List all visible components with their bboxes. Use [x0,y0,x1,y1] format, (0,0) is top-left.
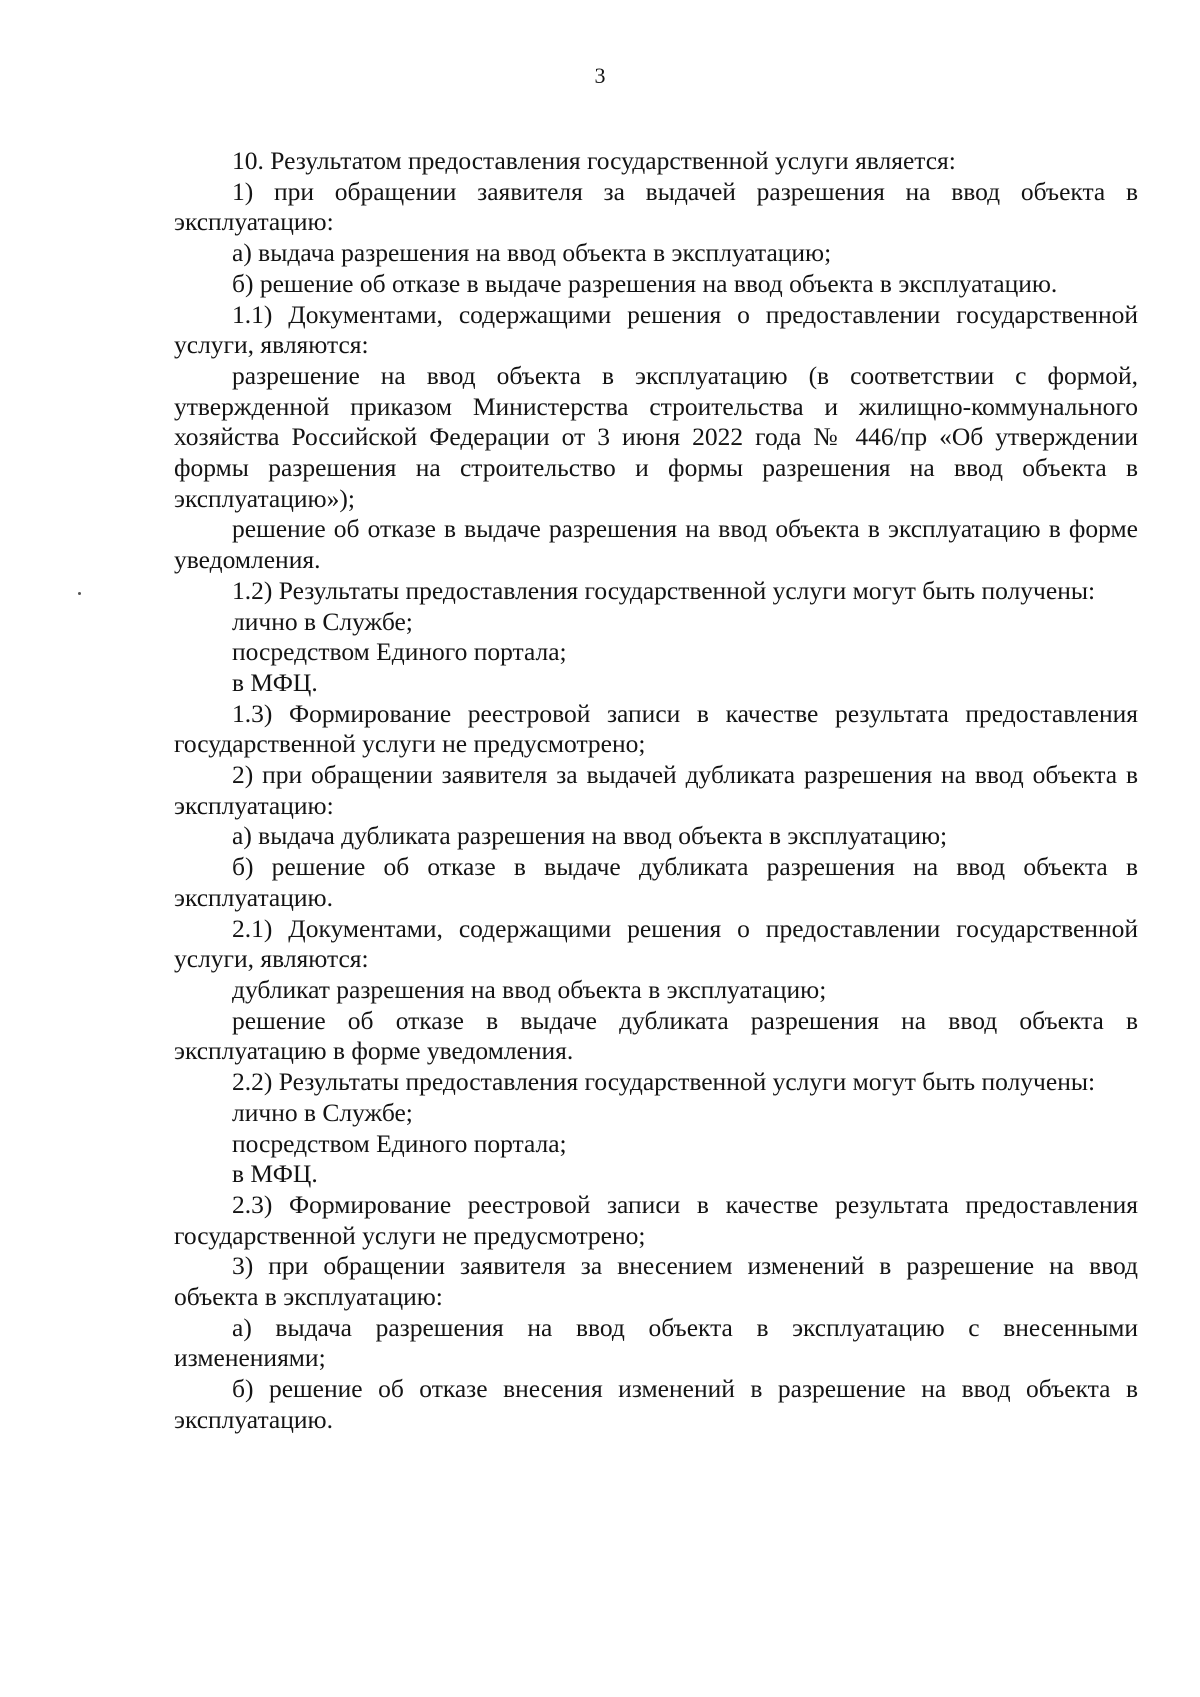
paragraph: лично в Службе; [232,1097,413,1127]
paragraph: б) решение об отказе в выдаче разрешения на ввод объекта в эксплуатацию. [232,268,1058,298]
paragraph: б) решение об отказе в выдаче дубликата разрешения на ввод объекта в эксплуатацию. [174,852,1138,912]
paragraph: решение об отказе в выдаче разрешения на ввод объекта в эксплуатацию в форме уведомления. [174,514,1138,575]
paragraph: а) выдача разрешения на ввод объекта в эксплуатацию; [232,238,832,268]
paragraph: разрешение на ввод объекта в эксплуатацию (в соответствии с формой, утвержденной приказом Министерства строительства и жилищно-коммунального хозяйства Российской Федерации от 3 июня 2022 года № 446/пр «Об утверждении формы разрешения на строительство и формы разрешения на ввод объекта в эксплуатацию»); [174,360,1138,513]
paragraph: решение об отказе в выдаче дубликата разрешения на ввод объекта в эксплуатацию в форме уведомления. [174,1005,1138,1066]
scan-speck [78,592,81,595]
document-body [174,146,1138,1436]
paragraph: 3) при обращении заявителя за внесением изменений в разрешение на ввод объекта в эксплуатацию: [174,1251,1138,1312]
paragraph: 10. Результатом предоставления государственной услуги является: [232,146,956,175]
paragraph: 2.2) Результаты предоставления государственной услуги могут быть получены: [232,1067,1096,1097]
paragraph: а) выдача разрешения на ввод объекта в эксплуатацию с внесенными изменениями; [174,1312,1138,1373]
paragraph: дубликат разрешения на ввод объекта в эксплуатацию; [232,974,827,1004]
paragraph: 2.1) Документами, содержащими решения о предоставлении государственной услуги, являются: [174,913,1138,974]
paragraph: 1.2) Результаты предоставления государственной услуги могут быть получены: [232,575,1096,605]
paragraph: 2.3) Формирование реестровой записи в качестве результата предоставления государственной услуги не предусмотрено; [174,1189,1138,1250]
paragraph: б) решение об отказе внесения изменений в разрешение на ввод объекта в эксплуатацию. [174,1374,1138,1434]
page-number: 3 [594,63,606,88]
paragraph: посредством Единого портала; [232,1128,567,1158]
paragraph: в МФЦ. [232,667,318,697]
paragraph: в МФЦ. [232,1159,318,1189]
paragraph: 1.1) Документами, содержащими решения о предоставлении государственной услуги, являются: [174,299,1138,360]
paragraph: лично в Службе; [232,606,413,636]
paragraph: посредством Единого портала; [232,637,567,667]
paragraph: 1) при обращении заявителя за выдачей разрешения на ввод объекта в эксплуатацию: [174,176,1138,237]
paragraph: 2) при обращении заявителя за выдачей дубликата разрешения на ввод объекта в эксплуатацию: [174,760,1138,820]
paragraph: а) выдача дубликата разрешения на ввод объекта в эксплуатацию; [232,821,948,851]
paragraph: 1.3) Формирование реестровой записи в качестве результата предоставления государственной услуги не предусмотрено; [174,698,1138,759]
